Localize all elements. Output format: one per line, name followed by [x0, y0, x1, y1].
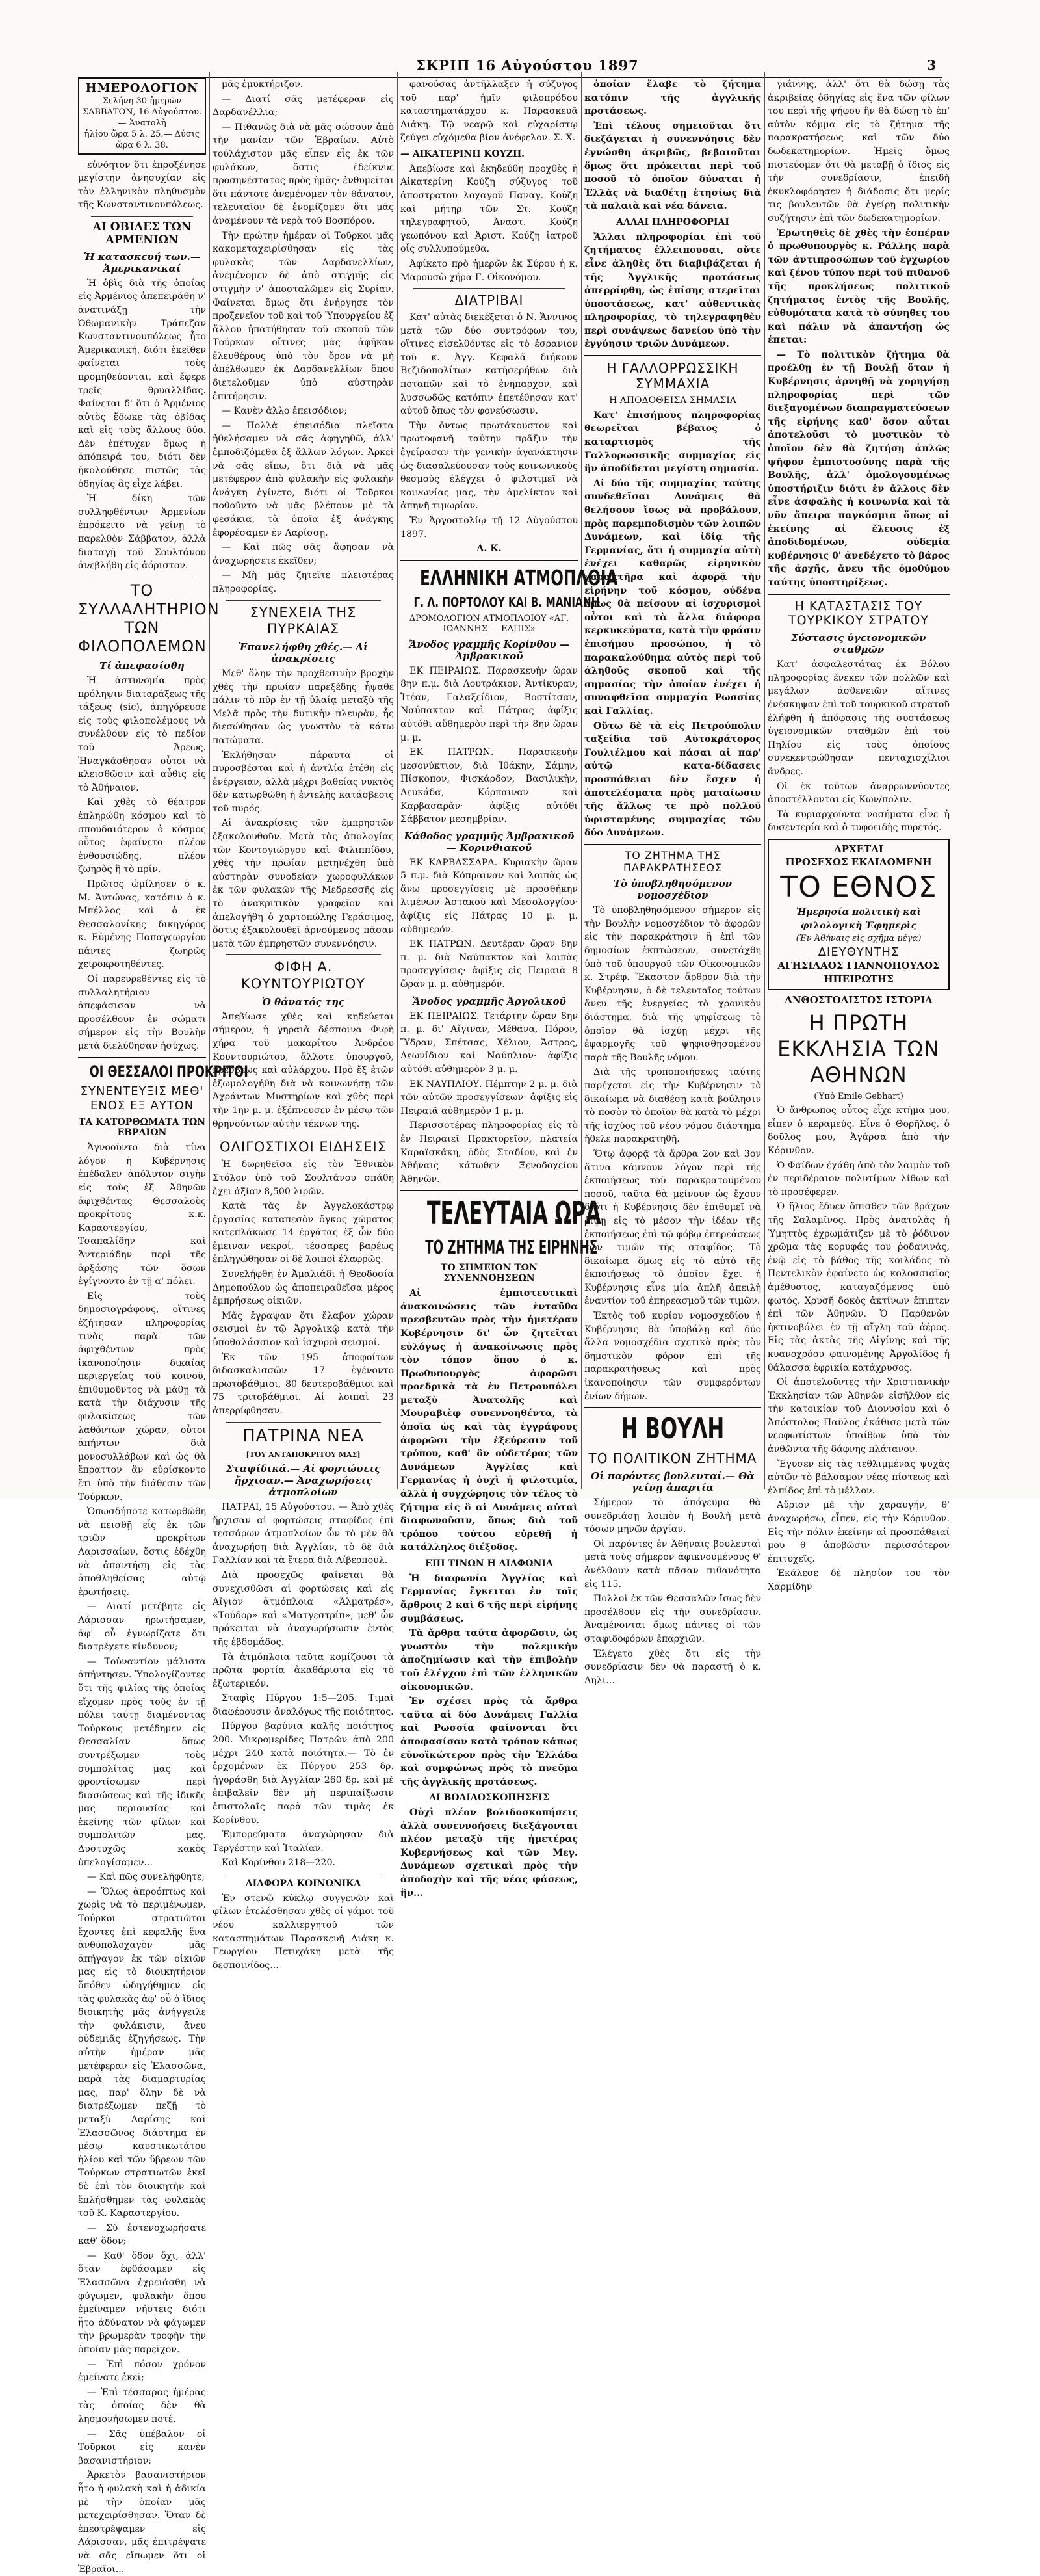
- paragraph: — Καὶ πῶς σᾶς ἄφησαν νὰ ἀναχωρήσετε ἐκεῖθεν;: [213, 542, 394, 566]
- running-head: [78, 9, 942, 73]
- headline: ΑΙ ΟΒΙΔΕΣ ΤΩΝ ΑΡΜΕΝΙΩΝ: [92, 220, 192, 247]
- column-rule: [209, 72, 210, 1489]
- paragraph: Πύργου βαρύνια καλῆς ποιότητος 200. Μικρομερίδες Πατρῶν ἀπὸ 200 μέχρι 240 κατὰ ποιότητα.— Τὸ ἐν ἐρχομένων ἐκ Πύργου 253 δρ. ἠγοράσθη διὰ Ἀγγλίαν 260 δρ. καὶ μὲ ἐπιβαλεῖν δὲν μὴ περιπαίξωσιν ἐπιστολαῖς παρὰ τῶν τιμὰς ἐκ Κορίνθου.: [213, 1721, 394, 1826]
- paragraph: Ὅτῳ ἀφορᾷ τὰ ἄρθρα 2ον καὶ 3ον ἅτινα κάμνουν λόγον περὶ τῆς ἐκποιήσεως τοῦ παρακρατουμένου ποσοῦ, ταῦτα θὰ μείνουν ὡς ἔχουν διότι ἡ Κυβέρνησις δὲν ἐπιθυμεῖ νὰ ῥίψῃ εἰς τὸ μέσον τὴν ἰδέαν τῆς ἐκποιήσεως ἐπὶ τῷ φόβῳ ἐπηρεάσεως τῶν τιμῶν τῆς σταφίδος. Τὸ δικαίωμα ὅμως εἰς τὸ αὐτὸ τῆς ἐκποιήσεως τὸ ὁποῖον ἔχει ἡ Κυβέρνησις εἶνε μία ἁπλῆ ἀπειλὴ ἐναντίον τοῦ ἐπηρεασμοῦ τῶν τιμῶν.: [584, 1148, 761, 1307]
- paragraph: — Διατί μετέβητε εἰς Λάρισσαν ἠρωτήσαμεν, ἀφ' οὗ ἐγνωρίζατε ὅτι διατρέχετε κίνδυνον;: [78, 1601, 206, 1653]
- subheadline: ΣΥΝΕΝΤΕΥΞΙΣ ΜΕΘ' ΕΝΟΣ ΕΞ ΑΥΤΩΝ: [80, 1084, 204, 1113]
- paragraph: Ἀπεβίωσε καὶ ἐκηδεύθη προχθὲς ἡ Αἰκατερίνη Κούζη σύζυγος τοῦ ἀποστρατου λοχαγοῦ Παναγ. Κούζη καὶ μήτηρ τῶν Στ. Κούζη τηλεγραφητοῦ, Ἀναστ. Κούζη γεωπόνου καὶ Ἀριστ. Κούζη ἰατροῦ οἷς συλλυπούμεθα.: [400, 163, 578, 255]
- paragraph: Ἐκ τῶν 195 ἀποφοίτων διδασκαλισσῶν 17 ἐγένοντο πρωτοβάθμιοι, 80 δευτεροβάθμιοι καὶ 75 τριτοβάθμιοι. Αἱ λοιπαὶ 23 ἀπερρίφθησαν.: [213, 1352, 394, 1416]
- paragraph: Ὁ Φαίδων ἐχάθη ἀπὸ τὸν λαιμὸν τοῦ ἐν περιδέραιον πολυτίμων λίθων καὶ τὸ προσέφερεν.: [768, 1160, 950, 1198]
- paragraph: Ἐπὶ τέλους σημειοῦται ὅτι διεξάγεται ἡ συνεννόησις δὲν ἐγνώσθη ἀκριβῶς, βεβαιοῦται ὅμως ὅτι πρόκειται περὶ τοῦ ποσοῦ τὸ ὁποῖον δύναται ἡ Ἑλλὰς νὰ διαθέτῃ ἐτησίως διὰ τὰ παλαιὰ καὶ νέα δάνεια.: [584, 120, 761, 212]
- divider: [584, 1407, 761, 1408]
- divider: [78, 1057, 206, 1058]
- paragraph: ΕΚ ΝΑΥΠΛΙΟΥ. Πέμπτην 2 μ. μ. διὰ τῶν αὐτῶν προσεγγίσεων· ἀφίξις εἰς Πειραιᾶ αὐθημερὸν 1 μ. μ.: [400, 1079, 578, 1116]
- ad-line: Ἡμερησία πολιτικὴ καὶ φιλολογικὴ Ἐφημερὶς: [796, 907, 922, 931]
- paragraph: ΕΚ ΚΑΡΒΑΣΣΑΡΑ. Κυριακὴν ὥραν 5 π.μ. διὰ Κόπραιναν καὶ λοιπὰς ὡς ἄνω προσεγγίσεις μὲ προσθήκην λιμένων Ἀστακοῦ καὶ Μεσολογγίου· ἀφίξις εἰς Πάτρας 10 μ. μ. αὐθημερόν.: [400, 857, 578, 935]
- paragraph: Ἡ ὀβὶς διὰ τῆς ὁποίας εἰς Ἀρμένιος ἀπεπειράθη ν' ἀνατινάξῃ τὴν Ὀθωμανικὴν Τράπεζαν Κωνσταντινουπόλεως ἦτο Ἀμερικανική, διότι ἐκεῖθεν φαίνεται τοὺς προμηθεύονται, καὶ ἔφερε τρεῖς θρυαλλίδας. Φαίνεται δ' ὅτι ὁ Ἀρμένιος αὐτὸς ἔδωκε τὰς ὀβίδας καὶ εἰς τοὺς ἄλλους δύο. Δὲν ἐπέτυχεν ὅμως ἡ ἀπόπειρά του, διότι δὲν ἠκολούθησε πιστῶς τὰς ὁδηγίας ἃς εἶχε λάβει.: [78, 278, 206, 490]
- divider: [91, 216, 193, 217]
- paragraph: εὐνόητον ὅτι ἐπροξένησε μεγίστην ἀνησυχίαν εἰς τὸν ἑλληνικὸν πληθυσμὸν τῆς Κωνσταντινουπόλεως.: [78, 159, 206, 211]
- paragraph: Οἱ παρευρεθέντες εἰς τὸ συλλαλητήριον ἀπεφάσισαν νὰ προσέλθουν ἐν σώματι σήμερον εἰς τὴν Βουλὴν μετὰ διελύθησαν ἡσύχως.: [78, 974, 206, 1052]
- paragraph: — Διατί σᾶς μετέφεραν εἰς Δαρδανέλλια;: [213, 94, 394, 118]
- divider: [584, 355, 761, 356]
- divider: [400, 560, 578, 561]
- headline: ΤΕΛΕΥΤΑΙΑ ΩΡΑ: [426, 1195, 601, 1232]
- paragraph: Κατ' αὐτὰς διεκέξεται ὁ Ν. Ἄννινος μετὰ τῶν δύο συντρόφων του, οἵτινες εἰσελθόντες εἰς τὸ ἐσρανιον τοῦ κ. Ἀγγ. Κεφαλᾶ διήκουν Βεζιδοπολίτων κατῆσερήθων διὰ ποταπῶν καὶ τὸ ἐνηπαρχον, καὶ λυσσωδῶς κατόπιν ἐπετέθησαν κατ' αὐτοῦ ὅπως τὸν φονεύσωσιν.: [400, 312, 578, 417]
- column-rule: [764, 72, 765, 1489]
- divider: [768, 594, 950, 595]
- paragraph: Οὐχὶ πλέον βολιδοσκοπήσεις ἀλλὰ συνεννοήσεις διεξάγονται πλέον μεταξὺ τῆς ἡμετέρας Κυβερνήσεως καὶ τῶν Μεγ. Δυνάμεων σχετικαὶ πρὸς τὴν ἀποδοχὴν καὶ τῆς νέας φάσεως, ἣν...: [400, 1807, 578, 1899]
- paragraph: Ἔγυσεν εἰς τὰς τεθλιμμένας ψυχὰς αὐτῶν τὸ βάλσαμον νέας πίστεως καὶ ἐλπίδος ἐπὶ τὸ μέλλον.: [768, 1458, 950, 1496]
- divider: [226, 1422, 381, 1423]
- subheadline: Η ΑΠΟΔΟΘΕΙΣΑ ΣΗΜΑΣΙΑ: [609, 395, 736, 406]
- headline: ΕΠΙ ΤΙΝΩΝ Η ΔΙΑΦΩΝΙΑ: [425, 1558, 553, 1570]
- paragraph: Ἀπεβίωσε χθὲς καὶ κηδεύεται σήμερον, ἡ γηραιὰ δέσποινα Φιφὴ χήρα τοῦ μακαρίτου Ἀνδρέου Κουντουριώτου, ἄλλοτε ὑπουργοῦ, πρέσβεως καὶ αὐλάρχου. Πρὸ ἕξ ἐτῶν ἐξωμολογήθη διὰ νὰ κοινωνήσῃ τῶν Ἀχράντων Μυστηρίων καὶ χθὲς περὶ τὴν 1ην μ. μ. ἐξέπνευσεν ἐν μέσῳ τῶν θρηνούντων αὐτὴν τέκνων της.: [213, 1011, 394, 1129]
- ad-line: ΠΡΟΣΕΧΩΣ ΕΚΔΙΔΟΜΕΝΗ: [785, 856, 932, 869]
- headline: ΕΛΛΗΝΙΚΗ ΑΤΜΟΠΛΟΙΑ: [420, 564, 618, 590]
- paragraph: Οὕτω δὲ τὰ εἰς Πετρούπολιν ταξείδια τοῦ Αὐτοκράτορος Γουλιέλμου καὶ πάσαι αἱ παρ' αὐτῷ κατα-δίδασεις προσπάθειαι δὲν ἔσχεν ἡ ἀποτελέσματα πρὸς ματαίωσιν τῆς ἄλλως τε πρὸ πολλοῦ ὑφισταμένης συμμαχίας τῶν δύο Δυνάμεων.: [584, 720, 761, 839]
- paragraph: Περισσοτέρας πληροφορίας εἰς τὸ ἐν Πειραιεῖ Πρακτορεῖον, πλατεία Καραϊσκάκη, ὁδὸς Σταδίου, καὶ ἐν Ἀθήναις κάτωθεν Ξενοδοχείου Ἀθηνῶν.: [400, 1120, 578, 1185]
- headline: Η ΓΑΛΛΟΡΡΩΣΣΙΚΗ ΣΥΜΜΑΧΙΑ: [606, 360, 739, 392]
- paragraph: Καὶ χθὲς τὸ θέατρον ἐπληρώθη κόσμου καὶ τὸ σπουδαιότερον ὁ κόσμος οὗτος ἐφαίνετο πλέον ἐνθουσιώδης, πλέον ζωηρὸς ἢ τὸ πρίν.: [78, 797, 206, 875]
- paragraph: Αἱ ἀνακρίσεις τῶν ἐμπρηστῶν ἐξακολουθοῦν. Μετὰ τὰς ἀπολογίας τῶν Κοντογιώργου καὶ Φιλιππίδου, χθὲς τὴν πρωίαν μετηνέχθη ὑπὸ αὐστηρὰν συνοδείαν χωροφυλάκων ἐκ τῶν φυλακῶν τῆς Μεδρεσσῆς εἰς τὸ ἀνακριτικὸν γραφεῖον καὶ ἀπελογήθη ὁ χαρτοπώλης Γεράσιμος, ὅστις ἐξακολουθεῖ ἀρνούμενος πᾶσαν μετὰ τῶν ἐμπρηστῶν συνεννόησιν.: [213, 818, 394, 949]
- headline: Η ΒΟΥΛΗ: [621, 1412, 725, 1446]
- subheadline: Τί ἀπεφασίσθη: [99, 660, 185, 672]
- ad-line: ΔΙΕΥΘΥΝΤΗΣ: [818, 945, 900, 959]
- paragraph: Ὁ ἥλιος ἔδυεν ὄπισθεν τῶν βράχων τῆς Σαλαμῖνος. Πρὸς ἀνατολὰς ἡ Ὑμηττὸς ἐχρωμάτιζεν μὲ τὸ ῥόδινον χρῶμα τὰς κορυφάς του ῥοδανινάς, ἐνῷ εἰς τὸ βάθος τῆς κοιλάδος τὸ Πεντελικὸν ἐφαίνετο ὡς κολοσσιαῖος ἀμέθυστος, καταγαζόμενος ὑπὸ φωτός. Χρυσῆ δοκὸς ἀκτίνων ἔπιπτεν ἐπὶ τῶν Ἀθηνῶν. Ὁ Παρθενὼν ἠκτινοβόλει ἐν τῇ αἴγλῃ τοῦ ἀέρος. Εἰς τὰς ἀκτὰς τῆς Αἰγίνης καὶ τῆς κυανοχρόου φαινομένης Ἀργολίδος ἡ θάλασσα ἐφρικία κατάχρυσος.: [768, 1202, 950, 1373]
- headline: ΟΙ ΘΕΣΣΑΛΟΙ ΠΡΟΚΡΙΤΟΙ: [89, 1062, 248, 1081]
- subheadline: ΤΟ ΣΗΜΕΙΟΝ ΤΩΝ ΣΥΝΕΝΝΟΗΣΕΩΝ: [441, 1262, 538, 1284]
- headline: ΑΙ ΒΟΛΙΔΟΣΚΟΠΗΣΕΙΣ: [429, 1793, 549, 1804]
- headline: ΤΟ ΣΥΛΛΑΛΗΤΗΡΙΟΝ ΤΩΝ ΦΙΛΟΠΟΛΕΜΩΝ: [78, 581, 220, 656]
- paragraph: Ἐν σχέσει πρὸς τὰ ἄρθρα ταῦτα αἱ δύο Δυνάμεις Γαλλία καὶ Ρωσσία φαίνονται ὅτι ἀποφασίσαν κατὰ τρόπον κάπως εὐνοϊκώτερον πρὸς τὴν Ἑλλάδα καὶ συμφώνως πρὸς τὸ πνεῦμα τῆς ἀγγλικῆς προτάσεως.: [400, 1696, 578, 1787]
- column-3: [400, 78, 618, 1899]
- column-4: [584, 78, 761, 1686]
- paragraph: Ἐκλήθησαν πάραυτα οἱ πυροσβέσται καὶ ἡ ἀντλία ἐτέθη εἰς ἐνέργειαν, ἀλλὰ μέχρι βαθείας νυκτὸς δὲν κατωρθώθη ἡ ἐντελὴς κατάσβεσις τοῦ πυρός.: [213, 750, 394, 814]
- divider: [226, 954, 381, 955]
- ad-line: ΑΡΧΕΤΑΙ: [834, 843, 883, 855]
- paragraph: Καὶ Κορίνθου 218—220.: [222, 1858, 335, 1869]
- issue-date: ΣΚΡΙΠ 16 Αὐγούστου 1897: [416, 57, 639, 73]
- byline: [ΤΟΥ ΑΝΤΑΠΟΚΡΙΤΟΥ ΜΑΣ]: [246, 1450, 361, 1459]
- paragraph: Τὰ ἄρθρα ταῦτα ἀφορῶσιν, ὡς γνωστὸν τὴν πολεμικὴν ἀποζημίωσιν καὶ τὴν ἐπιβολὴν τοῦ ἐλέγχου ἐπὶ τῶν ἑλληνικῶν οἰκονομικῶν.: [400, 1628, 578, 1692]
- paragraph: Τὰ κυριαρχοῦντα νοσήματα εἶνε ἡ δυσεντερία καὶ ὁ τυφοειδὴς πυρετός.: [768, 809, 950, 834]
- paragraph: ΕΚ ΠΕΙΡΑΙΩΣ. Παρασκευὴν ὥραν 8ην π.μ. διὰ Λουτράκιον, Ἀντίκυραν, Ἰτέαν, Γαλαξείδιον, Βοστίτσαν, Ναύπακτον καὶ Πάτρας ἀφίξις αὐτόθι αὔθημερὸν περὶ τὴν 8ην ὥραν μ. μ.: [400, 665, 578, 743]
- paragraph: Ἐρωτηθεὶς δὲ χθὲς τὴν ἑσπέραν ὁ πρωθυπουργὸς κ. Ράλλης παρὰ τῶν ἀντιπροσώπων τοῦ ἐγχωρίου καὶ ξένου τύπου περὶ τοῦ πιθανοῦ τῆς προκλήσεως πολιτικοῦ ζητήματος ἐντὸς τῆς Βουλῆς, εὐθυμότατα κατὰ τὸ σύνηθες του καὶ πάλιν νὰ ἀπαντήσῃ ὡς ἑπεται:: [768, 228, 950, 346]
- paragraph: Ἡ δίκη τῶν συλληφθέντων Ἀρμενίων ἐπρόκειτο νὰ γείνῃ τὸ παρελθὸν Σάββατον, ἀλλὰ διαταγῇ τοῦ Σουλτάνου ἀνεβλήθη εἰς ἀόριστον.: [78, 493, 206, 572]
- column-2: [213, 78, 394, 1971]
- paragraph: — Ἐπὶ πόσον χρόνον ἐμείνατε ἐκεῖ;: [78, 2359, 206, 2384]
- paragraph: Διὰ προσεχῶς φαίνεται θὰ συνεχισθῶσι αἱ φορτώσεις καὶ εἰς Αἴγιον ἀτμόπλοια «Ἀλματρέσ», «Τούδορ» καὶ «Ματγεστρίπ», μεθ' ὧν πρόκειται νὰ ἀναχωρήσωσιν ἐντὸς τῆς ἑβδομάδος.: [213, 1570, 394, 1648]
- paragraph: Ἄλλαι πληροφορίαι ἐπὶ τοῦ ζητήματος ἐλλειπουσαι, οὔτε εἶνε ἀληθὲς ὅτι διαβιβάζεται ἡ τῆς Ἀγγλικῆς προτάσεως ἀπερρίφθη, ὡς ἐπίσης στερεῖται ὑποστάσεως, κατ' αὐθεντικὰς πληροφορίας, τὸ τηλεγραφηθὲν περὶ συνάψεως δανείου ὑπὸ τὴν ἐγγύησιν τριῶν Δυνάμεων.: [584, 231, 761, 350]
- calendar-line: ἡλίου ὥρα 5 λ. 25.— Δύσις ὥρα 6 λ. 38.: [84, 129, 200, 150]
- paragraph: Ἀρκετὸν βασανιστήριον ἦτο ἡ φυλακὴ καὶ ἡ ἀδικία μὲ τὴν ὁποίαν μᾶς μετεχειρίσθησαν. Ὅταν δὲ ἐπεστρέψαμεν εἰς Λάρισσαν, μᾶς ἐπιτρέψατε νὰ σᾶς εἴπωμεν ὅτι οἱ Ἑβραῖοι...: [78, 2470, 206, 2575]
- ad-line: ΗΠΕΙΡΩΤΗΣ: [824, 973, 894, 986]
- headline: ΣΥΝΕΧΕΙΑ ΤΗΣ ΠΥΡΚΑΙΑΣ: [250, 604, 357, 637]
- paragraph: Τὴν πρώτην ἡμέραν οἱ Τοῦρκοι μᾶς κακομεταχειρίσθησαν εἰς τὰς φυλακὰς τῶν Δαρδανελλίων, ἀνεμένομεν δὲ ἀπὸ στιγμῆς εἰς στιγμὴν ν' ἀποσταλῶμεν εἰς Συρίαν. Φαίνεται ὅμως ὅτι ἐνήργησε τὸν προξενεῖον τοῦ καὶ τοῦ Ὑπουργείου ἐξ ἄλλου ἠπατήθησαν τοῦ σκοποῦ τῶν Τούρκων οἵτινες μᾶς ἀφῆκαν ἐλευθέρους ὑπὸ τὸν ὅρον νὰ μὴ ἀπέλθωμεν ἐκ Δαρδανελλίων ὅπου διετελοῦμεν ὑπὸ αὐστηρὰν ἐπιτήρησιν.: [213, 230, 394, 402]
- paragraph: Ἐν στενῷ κύκλῳ συγγενῶν καὶ φίλων ἐτελέσθησαν χθὲς οἱ γάμοι τοῦ νέου καλλιεργητοῦ τῶν κατασπημάτων Παρασκευῆ Λιάκη κ. Γεωργίου Πετυχάκη μετὰ τῆς δεσποινίδος...: [213, 1893, 394, 1971]
- divider: [226, 600, 381, 601]
- headline: ΑΛΛΑΙ ΠΛΗΡΟΦΟΡΙΑΙ: [616, 217, 729, 228]
- paragraph: Τὰ ἀτμόπλοια ταῦτα κομίζουσι τὰ πρῶτα φορτία ἀκαθάριστα εἰς τὸ ἐξωτερικόν.: [213, 1651, 394, 1689]
- paragraph: Τὸ ὑποβληθησόμενον σήμερον εἰς τὴν Βουλὴν νομοσχέδιον τὸ ἀφορῶν εἰς τὴν παρακράτησιν ἢ ἐπὶ τῶν δημοσίων ἐκπτώσεων, συνετάχθη ὑπὸ τοῦ ὑπουργοῦ τῶν Οἰκονομικῶν κ. Στρέφ. Ἕκαστον ἄρθρον διὰ τὴν Κυβέρνησιν, ὁ δὲ τελευταῖος τούτων ἄνευ τῆς ἐνεργείας τὸ χρονικὸν διάστημα, διὰ τῆς ψηφίσεως τὸ ὁποῖον θὰ ἰσχύῃ μέχρι τῆς ἐφαρμογῆς τοῦ ψηφισθησομένου παρὰ τῆς Βουλῆς νόμου.: [584, 905, 761, 1063]
- headline: ΔΙΑΦΟΡΑ ΚΟΙΝΩΝΙΚΑ: [245, 1878, 361, 1889]
- paragraph: Ἡ διαφωνία Ἀγγλίας καὶ Γερμανίας ἔγκειται ἐν τοῖς ἄρθροις 2 καὶ 6 τῆς περὶ εἰρήνης συμβάσεως.: [400, 1573, 578, 1624]
- subheadline: Οἱ παρόντες βουλευταί.— Θὰ γείνῃ ἀπαρτία: [591, 1470, 755, 1494]
- paragraph: — Πιθανῶς διὰ νὰ μᾶς σώσουν ἀπὸ τὴν μανίαν τῶν Ἑβραίων. Αὐτὸ τοὐλάχιστον μᾶς εἶπεν εἷς ἐκ τῶν φυλάκων, ὅστις ἐδείκνυε προσηνέστατος πρὸς ἡμᾶς· ἐνθυμεῖται ὅτι πάντοτε ἀνεμένομεν τὸν θάνατον, τελευταῖον δὲ ἐνομίζομεν ὅτι μᾶς ἀναμένουν τὰ νερὰ τοῦ Βοσπόρου.: [213, 122, 394, 226]
- paragraph: Μεθ' ὅλην τὴν προχθεσινὴν βροχὴν χθὲς τὴν πρωίαν παρεξέδης ἧψαθε πάλιν τὸ πῦρ ἐν τῇ ὑλαίᾳ μεταξὺ τῆς Μελᾶ πρὸς τὴν δυτικὴν πλευρὰν, ἧς διεσώθησαν ὡς γνωστὸν τὰ κάτω πατώματα.: [213, 668, 394, 746]
- paragraph: Αἱ ἐμπιστευτικαὶ ἀνακοινώσεις τῶν ἐνταῦθα πρεσβευτῶν πρὸς τὴν ἡμετέραν Κυβέρνησιν δι' ὧν ζητεῖται εὐλόγως ἡ ἀνακοίνωσις πρὸς τὸν τόπον ὅπου ὁ κ. Πρωθυπουργὸς ἀφορῶσι προεδρικὰ τὰ ἐν Πετρουπόλει μεταξὺ Ἀνατολῆς καὶ Μουραβιὲφ συνεννοηθέντα, τὰ ὁποῖα ὡς καὶ τὰς ἐγγράφους ἀφορῶσι τὴν ἐξεύρεσιν τοῦ τρόπου, καθ' ὃν οὐδετέρας τῶν Δυνάμεων Ἀγγλίας καὶ Γερμανίας ἡ ὀυχὶ ἡ φιλοτιμία, ἀλλὰ ἡ συγχώρησις τὸν τέλος τὸ ζήτημα εἰς ὃ αἱ Δυνάμεις αὐταὶ διαφωνοῦσιν, ὅπως διὰ τοῦ τρόπου τούτου εὑρεθῇ ἡ κατάλληλος διέξοδος.: [400, 1288, 578, 1553]
- headline: ΦΙΦΗ Α. ΚΟΥΝΤΟΥΡΙΩΤΟΥ: [240, 959, 366, 992]
- subheadline: Σύστασις ὑγειονομικῶν σταθμῶν: [791, 632, 926, 656]
- paragraph: — Καὶ πῶς συνελήφθητε;: [87, 1872, 205, 1883]
- headline: ΔΙΑΤΡΙΒΑΙ: [454, 293, 524, 309]
- ad-line: (Ἐν Ἀθήναις εἰς σχῆμα μέγα): [796, 934, 922, 944]
- paragraph: Αἱ δύο τῆς συμμαχίας ταύτης συνδεθεῖσαι Δυνάμεις θὰ θελήσουν ἴσως νὰ προβάλουν, πρὸς παρεμποδισμὸν τῶν λοιπῶν Δυνάμεων, καὶ ἰδίᾳ τῆς Γερμανίας, ὅτι ἡ συμμαχία αὐτὴ ἐνέχει καθαρῶς εἰρηνικὸν χαρακτῆρα καὶ ἀφορᾷ τὴν εἰρήνην τοῦ κόσμου, οὐδένα ὅμως θὰ πείσουν αἱ ἰσχυρισμοὶ οὗτοι καὶ τὰ ἄλλα διάφορα κερκυκεύματα, κατὰ τὴν φράσιν ἐπισήμου προσώπου, ἡ τὸ παρακαλούθημα αὐτὸς περὶ τοῦ ἀληθοῦς σκοποῦ καὶ τῆς σημασίας τὴν ὁποίαν ἐνέχει ἡ συναφθεῖσα συμμαχία Ρωσσίας καὶ Γαλλίας.: [584, 478, 761, 716]
- headline: ΟΛΙΓΟΣΤΙΧΟΙ ΕΙΔΗΣΕΙΣ: [219, 1139, 387, 1155]
- paragraph: — Σὺ ἐστενοχωρήσατε καθ' ὅδον;: [78, 2222, 206, 2247]
- paragraph: Ἐλέγετο χθὲς ὅτι εἰς τὴν συνεδρίασιν δὲν θὰ παραστῇ ὁ κ. Δηλι...: [584, 1648, 761, 1686]
- divider: [400, 1190, 578, 1191]
- paragraph: Ἡ ἀστυνομία πρὸς πρόληψιν διαταράξεως τῆς τάξεως (sic), ἀπηγόρευσε εἰς τοὺς φιλοπολέμους νὰ συνέλθουν εἰς τὸ πεδίον τοῦ Ἄρεως. Ἠναγκάσθησαν οὗτοι νὰ κλεισθῶσιν καὶ αὖθις εἰς τὸ Ἀθήναιον.: [78, 676, 206, 793]
- paragraph: Ἐκτὸς τοῦ κυρίου νομοσχεδίου ἡ Κυβέρνησις θὰ ὑποβάλῃ καὶ δύο ἄλλα νομοσχέδια σχετικὰ πρὸς τὸν δημοτικὸν φόρον ἐπὶ τῆς παρακρατήσεως καὶ πρὸς ἱκανοποίησιν τῶν συμφερόντων ἐνίων δήμων.: [584, 1311, 761, 1402]
- column-5: [768, 78, 950, 1592]
- paragraph: Εἰς τοὺς δημοσιογράφους, οἵτινες ἐζήτησαν πληροφορίας τινὰς παρὰ τῶν ἀφιχθέντων πρὸς ἱκανοποίησιν δικαίας περιεργείας τοῦ κοινοῦ, ἐπιθυμοῦντος νὰ μάθῃ τὰ κατὰ τὴν διάχυσιν τῆς φυλακίσεως τῶν λαθόντων χώραν, οὗτοι ἀπήντων διὰ μονοσυλλάβων καὶ ὡς θὰ ἔπραττον ἂν εὑρίσκοντο ἔτι ὑπὸ τὴν διάθεσιν τῶν Τούρκων.: [78, 1291, 206, 1503]
- paragraph: Κατὰ τὰς ἐν Ἀγγελοκάστρῳ ἐργασίας καταπεσὸν ὄγκος χώματος κατεπλάκωσε 14 ἐργάτας ἐξ ὧν δύο ἐμειναν νεκροί, τέσσαρες βαρέως ἐπληγώθησαν οἱ δὲ λοιποὶ ἐλαφρῶς.: [213, 1201, 394, 1265]
- subheadline: Ἡ κατασκευή των.—Ἀμερικανικαί: [83, 250, 201, 274]
- advertisement-box: [768, 839, 950, 990]
- paragraph: — Πολλὰ ἐπεισόδια πλεῖστα ἠθελήσαμεν νὰ σᾶς ἀφηγηθῶ, ἀλλ' ἐμποδιζόμεθα ἐξ ἄλλων λόγων. Ἀρκεῖ νὰ σᾶς εἴπω, ὅτι διὰ νὰ μᾶς μετέφερον ἀπὸ φυλακὴν εἰς φυλακὴν ἀνάγκη ἐγίνετο, διότι οἱ Τοῦρκοι ποθοῦντο νὰ μᾶς βλέπουν μὲ τὰ φεσάκια, τὰ ὁποῖα ἐξ ἀνάγκης ἐφορέσαμεν ἐν Λαρίσσῃ.: [213, 420, 394, 538]
- subheadline: Κάθοδος γραμμῆς Ἀμβρακικοῦ — Κορινθιακοῦ: [404, 830, 575, 854]
- paragraph: ΠΑΤΡΑΙ, 15 Αὐγούστου. — Ἀπὸ χθὲς ἤρχισαν αἱ φορτώσεις σταφίδος ἐπὶ τεσσάρων ἀτμοπλοίων ὧν τὸ μὲν θὰ ἀναχωρήσῃ διὰ Ἀγγλίαν, τὸ δὲ διὰ Γαλλίαν καὶ τὰ ἕτερα διὰ Λίβερπουλ.: [213, 1501, 394, 1566]
- paragraph: Αὔριον μὲ τὴν χαραυγήν, θ' ἀναχωρήσω, εἶπεν, εἰς τὴν Κόρινθον. Εἰς τὴν πόλιν ἐκείνην αἱ προσπάθειαί μου θ' ἀποβῶσιν περισσότερον ἐπιτυχεῖς.: [768, 1500, 950, 1564]
- paragraph: — Ὅλως ἀπροόπτως καὶ χωρὶς νὰ τὸ περιμένωμεν. Τούρκοι στρατιῶται ἔχοντες ἐπὶ κεφαλῆς ἕνα ἀνθυπολοχαγὸν μᾶς ἀπήγαγον ἐκ τῶν οἰκιῶν μας εἰς τὸ διοικητήριον ὅπόθεν ὡδηγήθημεν εἰς τὰς φυλακὰς ἀφ' οὗ ὁ ἴδιος διοικητὴς μᾶς ἀνήγγειλε τὴν φυλάκισιν, ἄνευ οὐδεμιᾶς ἐξηγήσεως. Τὴν αὐτὴν ἡμέραν μᾶς μετέφεραν εἰς Ἐλασσῶνα, παρὰ τὰς διαμαρτυρίας μας, παρ' ὅλην δὲ νὰ διατρέξωμεν πεζῇ τὸ μεταξὺ Λαρίσης καὶ Ἐλασσῶνος διάστημα ἐν μέσῳ καυστικωτάτου ἡλίου καὶ τῶν ὕβρεων τῶν Τούρκων στρατιωτῶν ἐκεῖ δὲ ἐπὶ τὸν διοικητὴν καὶ ἔπλήσθημεν τὰς φυλακὰς τοῦ Κ. Καραστεργίου.: [78, 1886, 206, 2219]
- paragraph: Τὴν ὄντως πρωτάκουστον καὶ πρωτοφανῆ ταύτην πρᾶξιν τὴν ἐγείρασαν τὴν γενικὴν ἀγανάκτησιν ὡς διασαλεύουσαν τοὺς κοινωνικοὺς θεσμοὺς ἐλέγχει ὁ φιλοτιμεῖ νὰ κοινωνίας μας, τὴν ἀμελίκτον καὶ ἀπηνῆ τιμωρίαν.: [400, 420, 578, 512]
- page-number: 3: [927, 57, 936, 73]
- paragraph: ΕΚ ΠΑΤΡΩΝ. Παρασκευὴν μεσονύκτιον, διὰ Ἰθάκην, Σάμην, Πίσκοπον, Φισκάρδον, Βασιλικὴν, Λευκάδα, Κόρπαιναν καὶ Καρβασαρὰν· ἀφίξις αὐτόθι Σάββατον μεσημβρίαν.: [400, 747, 578, 825]
- paragraph: Ἐκάλεσε δὲ πλησίον του τὸν Χαρμίδην: [768, 1568, 950, 1592]
- paragraph: Οἱ ἐκ τούτων ἀναρρωννύοντες ἀποστέλλονται εἰς Κων/πολιν.: [768, 781, 950, 806]
- headline: Η ΚΑΤΑΣΤΑΣΙΣ ΤΟΥ ΤΟΥΡΚΙΚΟΥ ΣΤΡΑΤΟΥ: [788, 598, 929, 628]
- calendar-line: Σελήνη 30 ἡμερῶν: [102, 96, 182, 106]
- paragraph: Μᾶς ἔγραψαν ὅτι ἔλαβον χώραν σεισμοὶ ἐν τῷ Ἀργολικῷ κατὰ τὴν ὑποθαλάσσιον καὶ ἰσχυροὶ σεισμοί.: [213, 1310, 394, 1348]
- column-rule: [581, 72, 582, 1489]
- subheadline: ΤΟ ΖΗΤΗΜΑ ΤΗΣ ΕΙΡΗΝΗΣ: [425, 1236, 598, 1258]
- paragraph: — Ἐπὶ τέσσαρας ἡμέρας τὰς ὁποίας δὲν θὰ λησμονήσωμεν ποτέ.: [78, 2387, 206, 2425]
- headline: — ΑΙΚΑΤΕΡΙΝΗ ΚΟΥΖΗ.: [400, 148, 525, 159]
- paragraph: μᾶς ἐμυκτήριζον.: [222, 79, 304, 90]
- paragraph: — Μὴ μᾶς ζητεῖτε πλειοτέρας πληροφορίας.: [213, 570, 394, 594]
- paragraph: — Κανὲν ἄλλο ἐπεισόδιον;: [222, 406, 347, 417]
- paragraph: Διὰ τῆς τροποποιήσεως ταύτης παρέχεται εἰς τὴν Κυβέρνησιν τὸ δικαίωμα νὰ διαθέσῃ κατὰ βούλησιν τὸ ποσὸν τὸ ὁποῖον θὰ κατὰ τὸ μέχρι τῆς ἰσχύος τοῦ νέου νόμου διάστημα ἤθελε παρακρατηθῆ.: [584, 1067, 761, 1145]
- signature: Α. Κ.: [476, 544, 502, 555]
- paragraph: Συνελήφθη ἐν Ἀμαλιάδι ἡ Θεοδοσία Δημοπούλου ὡς ἀποπειραθεῖσα μέρος ἐμπρήσεως οἰκιῶν.: [213, 1269, 394, 1307]
- paragraph: Πολλοὶ ἐκ τῶν Θεσσαλῶν ἴσως δὲν προσέλθουν εἰς τὴν συνεδρίασιν. Ἀναμένονται ὅμως πάντες οἱ τῶν σταφιδοφόρων ἐπαρχιῶν.: [584, 1594, 761, 1644]
- headline: ΤΟ ΖΗΤΗΜΑ ΤΗΣ ΠΑΡΑΚΡΑΤΗΣΕΩΣ: [623, 848, 722, 874]
- paragraph: — Τοὐναντίον μάλιστα ἀπήντησεν. Ὑπολογίζοντες ὅτι τῆς φιλίας τῆς ὁποίας εἴχομεν πρὸς τοὺς ἐν τῇ πόλει ταύτῃ διαμένοντας Τούρκους μετέδημεν εἰς Θεσσαλίαν ὅπως συντρέξωμεν τοὺς συμπολίτας μας καὶ φροντίσωμεν περὶ διασώσεως καὶ τῆς ἰδικῆς μας περιουσίας καὶ ἐκείνης τῶν φίλων καὶ συμπολιτῶν μας. Δυστυχῶς κακὸς ὑπελογίσαμεν...: [78, 1656, 206, 1868]
- paragraph: Ἡ δωρηθεῖσα εἰς τὸν Ἐθνικὸν Στόλον ὑπὸ τοῦ Σουλτάνου σπάθη ἔχει ἀξίαν 8,500 λιρῶν.: [213, 1159, 394, 1197]
- paragraph: Σήμερον τὸ ἀπόγευμα θὰ συνεδριάσῃ λοιπὸν ἡ Βουλὴ μετὰ τόσων μηνῶν ἀργίαν.: [584, 1497, 761, 1535]
- paragraph: — Σᾶς ὑπέβαλον οἱ Τοῦρκοι εἰς κανὲν βασανιστήριον;: [78, 2428, 206, 2466]
- subheadline: ΤΑ ΚΑΤΟΡΘΩΜΑΤΑ ΤΩΝ ΕΒΡΑΙΩΝ: [78, 1116, 206, 1138]
- paragraph: Κατ' ἐπισήμους πληροφορίας θεωρεῖται βέβαιος ὁ καταρτισμὸς τῆς Γαλλορωσσικῆς συμμαχίας εἰς ἣν ἀποδίδεται μεγίστη σημασία.: [584, 410, 761, 475]
- headline: ΠΑΤΡΙΝΑ ΝΕΑ: [242, 1426, 364, 1446]
- paragraph: Ἐμπορεύματα ἀναχώρησαν διὰ Τεργέστην καὶ Ἰταλίαν.: [213, 1830, 394, 1854]
- subheadline: Γ. Λ. ΠΟΡΤΟΛΟΥ ΚΑΙ Β. ΜΑΝΙΑΝΗ: [413, 594, 600, 611]
- subheadline: ΤΟ ΠΟΛΙΤΙΚΟΝ ΖΗΤΗΜΑ: [588, 1451, 757, 1467]
- paragraph: ΕΚ ΠΑΤΡΩΝ. Δευτέραν ὥραν 8ην π. μ. διὰ Ναύπακτον καὶ λοιπὰς προσεγγίσεις· ἀφίξις εἰς Πειραιᾶ 8 ὥραν μ. μ. αὐθημερόν.: [400, 939, 578, 990]
- subheadline: Ἄνοδος γραμμῆς Ἀργολικοῦ: [412, 995, 566, 1007]
- ad-line: ΑΓΗΣΙΛΑΟΣ ΓΙΑΝΝΟΠΟΥΛΟΣ: [777, 960, 940, 972]
- paragraph: φανούσας ἀντῆλλαξεν ἡ σύζυγος τοῦ παρ' ἡμῖν φιλοπρόδου καταστηματάρχου κ. Παρασκευᾶ Λιάκη. Τῷ νεαρῷ καὶ εὐχαρίστῳ ζεύγει εὐχόμεθα βίον ἀνέφελον. Σ. Χ.: [400, 79, 578, 144]
- paragraph: Οἱ ἀποτελοῦντες τὴν Χριστιανικὴν Ἐκκλησίαν τῶν Ἀθηνῶν εἰσῆλθον εἰς τὴν κατοικίαν τοῦ Διονυσίου καὶ ὁ Ἀπόστολος Παῦλος ἐκάθισε μετὰ τῶν νεοφωτίστων ὑπαίθων ὑπὸ τὸν ἀνθῶντα τῆς δάφνης πλάτανον.: [768, 1377, 950, 1455]
- paragraph: Πρῶτος ὡμίλησεν ὁ κ. Μ. Ἀντώνας, κατόπιν ὁ κ. Μπέλλος καὶ ὁ ἐκ Θεσσαλονίκης δικηγόρος κ. Εὐμένης Παπαγεωργίου πάντες ζωηρῶς χειροκροτηθέντες.: [78, 878, 206, 970]
- column-rule: [397, 72, 398, 1489]
- calendar-title: ΗΜΕΡΟΛΟΓΙΟΝ: [85, 81, 199, 95]
- subheadline: Ὁ θάνατός της: [261, 995, 345, 1008]
- column-1: [78, 78, 248, 2575]
- divider: [584, 844, 761, 845]
- headline: ΑΝΘΟΣΤΟΛΙΣΤΟΣ ΙΣΤΟΡΙΑ: [785, 993, 933, 1006]
- paragraph: — Καθ' ὅδον ὄχι, ἀλλ' ὅταν ἐφθάσαμεν εἰς Ἐλασσῶνα ἐχρειάσθη νὰ φύγωμεν, φυλακὴν ὅπου ἐμείναμεν νήστεις διότι ἦτο ἀδύνατον νὰ φάγωμεν τὴν βρωμερὰν τροφὴν τὴν ὁποίαν μᾶς παρεῖχον.: [78, 2250, 206, 2356]
- subheadline: Σταφίδικά.— Αἱ φορτώσεις ἤρχισαν.— Ἀναχωρήσεις ἀτμοπλοίων: [226, 1462, 381, 1498]
- calendar-line: ΣΑΒΒΑΤΟΝ, 16 Αὐγούστου.— Ἀνατολὴ: [82, 107, 202, 128]
- subheadline: Ἄνοδος γραμμῆς Κορίνθου — Ἀμβρακικοῦ: [408, 638, 570, 662]
- paragraph: ΕΚ ΠΕΙΡΑΙΩΣ. Τετάρτην ὥραν 8ην π. μ. δι' Αἴγιναν, Μέθανα, Πόρον, Ὕδραν, Σπέτσας, Χέλιον, Ἄστρος, Λεωνίδιον καὶ Ναύπλιον· ἀφίξις αὐτόθι αὐθημερὸν 3 μ. μ.: [400, 1010, 578, 1075]
- paragraph: Οἱ παρόντες ἐν Ἀθήναις βουλευταὶ μετὰ τοὺς σήμερον ἀφικνουμένους θ' ἀνέλθουν κατὰ πᾶσαν πιθανότητα εἰς 115.: [584, 1538, 761, 1590]
- subheadline: ΔΡΟΜΟΛΟΓΙΟΝ ΑΤΜΟΠΛΟΙΟΥ «ΑΓ. ΙΩΑΝΝΗΣ — ΕΛΠΙΣ»: [409, 614, 569, 634]
- paragraph: Ὁπωσδήποτε κατωρθώθη νὰ πεισθῇ εἷς ἐκ τῶν τριῶν προκρίτων Λαρισσαίων, ὅστις ἐδέχθη νὰ ἀπαντήσῃ εἰς τὰς ἀποθληθείσας αὐτῷ ἐρωτήσεις.: [78, 1506, 206, 1597]
- byline: (Ὑπὸ Emile Gebhart): [814, 1091, 904, 1101]
- divider: [413, 288, 565, 289]
- paragraph: Σταφὶς Πύργου 1:5—205. Τιμαὶ διαφέρουσιν ἀναλόγως τῆς ποιότητος.: [213, 1693, 394, 1717]
- paragraph: Ἀφίκετο πρὸ ἡμερῶν ἐκ Σύρου ἡ κ. Μαρουσὼ χήρα Γ. Οἰκονόμου.: [400, 258, 578, 283]
- headline: Η ΠΡΩΤΗ ΕΚΚΛΗΣΙΑ ΤΩΝ ΑΘΗΝΩΝ: [777, 1010, 940, 1087]
- subheadline: Ἐπανελήφθη χθές.— Αἱ ἀνακρίσεις: [238, 640, 369, 664]
- paragraph: Κατ' ἀσφαλεστάτας ἐκ Βόλου πληροφορίας ἕνεκεν τῶν πολλῶν καὶ μεγάλων ἀσθενειῶν αἵτινες ἐνέσκηψαν ἐπὶ τοῦ τουρκικοῦ στρατοῦ ἐλήφθη ἡ ἀπόφασις τῆς συστάσεως ὑγειονομικῶν σταθμῶν ἐπὶ τοῦ Πηλίου εἰς τοὺς ὁποίους συνεκεντρώθησαν πενταχισχίλιοι ἄνδρες.: [768, 659, 950, 777]
- ad-title: ΤΟ ΕΘΝΟΣ: [780, 871, 937, 904]
- paragraph: Ὁ ἄνθρωπος οὗτος εἶχε κτῆμα μου, εἶπεν ὁ κεραμεύς. Εἶνε ὁ Θορῆλος, ὁ δοῦλος μου, Ἀγάρσα ἀπὸ τὴν Κόρινθον.: [768, 1105, 950, 1156]
- paragraph: — Τὸ πολιτικὸν ζήτημα θὰ προέλθῃ ἐν τῇ Βουλῇ ὅταν ἡ Κυβέρνησις ἀρνηθῇ νὰ χορηγήσῃ πληροφορίας περὶ τῶν διεξαγομένων διαπραγματεύσεων τῆς εἰρήνης καθ' ὅσον αὗται ἀποτελοῦσι τὸ μυστικὸν τὸ ὁποῖον δὲν θὰ ζητήσῃ ἁπλῶς ψῆφον ἐμπιστοσύνης παρὰ τῆς Βουλῆς, ἀλλ' ὁμολογουμένως ὑποστήριξιν διότι ἐν ἄλλοις δὲν εἶνε ἀσφαλὴς ἡ κοινωνία καὶ τὰ νῦν ἄπειρα παγκόσμια ὅπως αἱ ἐκείνης αἱ ἔλευσις ἐξ ἀποδιδομένων, οὐδεμία κυβέρνησις θ' ἀνεδέχετο τὸ βάρος τῆς ἀρχῆς, ἄνευ τῆς ὁμοθύμου ταύτης ὑποστηρίξεως.: [768, 349, 950, 588]
- paragraph: Ἀγνοοῦντο διὰ τίνα λόγον ἡ Κυβέρνησις ἐπέδαλεν ἀπόλυτον σιγὴν εἰς τοὺς ἐξ Ἀθηνῶν ἀφιχθέντας Θεσσαλοὺς προκρίτους κ.κ. Καραστεργίου, Τσαπαλίδην καὶ Ἀντεριάδην περὶ τῆς ἀρξάσης τῶν ὅσων ἐγίγνοντο ἐν τῇ α' πόλει.: [78, 1142, 206, 1287]
- paragraph: Ἐν Ἀργοστολίῳ τῇ 12 Αὐγούστου 1897.: [400, 516, 578, 540]
- paragraph: γιάννης, ἀλλ' ὅτι θὰ δώσῃ τὰς ἀκριβείας ὁδηγίας εἰς ἕνα τῶν φίλων του περὶ τῆς ψήφου ἣν θὰ δώσῃ τὸ ἐπ' αὐτὸν κόμμα εἰς τὸ ζήτημα τῆς παρακρατήσεως καὶ τῶν δύο δωδεκατημορίων. Ἡμεῖς ὅμως πιστεύομεν ὅτι θὰ μεταβῇ ὁ ἴδιος εἰς τὴν συνεδρίασιν, ἐπειδὴ ἐκυκλοφόρησεν ἡ διάδοσις ὅτι μερίς τις βουλευτῶν θὰ ἐγείρῃ πολιτικὴν συζήτησιν ἐπὶ τῶν δωδεκατημορίων.: [768, 79, 950, 224]
- paragraph: ὁποίαν ἔλαβε τὸ ζήτημα κατόπιν τῆς ἀγγλικῆς προτάσεως.: [584, 79, 761, 117]
- calendar-box: [78, 78, 206, 155]
- subheadline: Τὸ ὑποβληθησόμενον νομοσχέδιον: [613, 878, 733, 902]
